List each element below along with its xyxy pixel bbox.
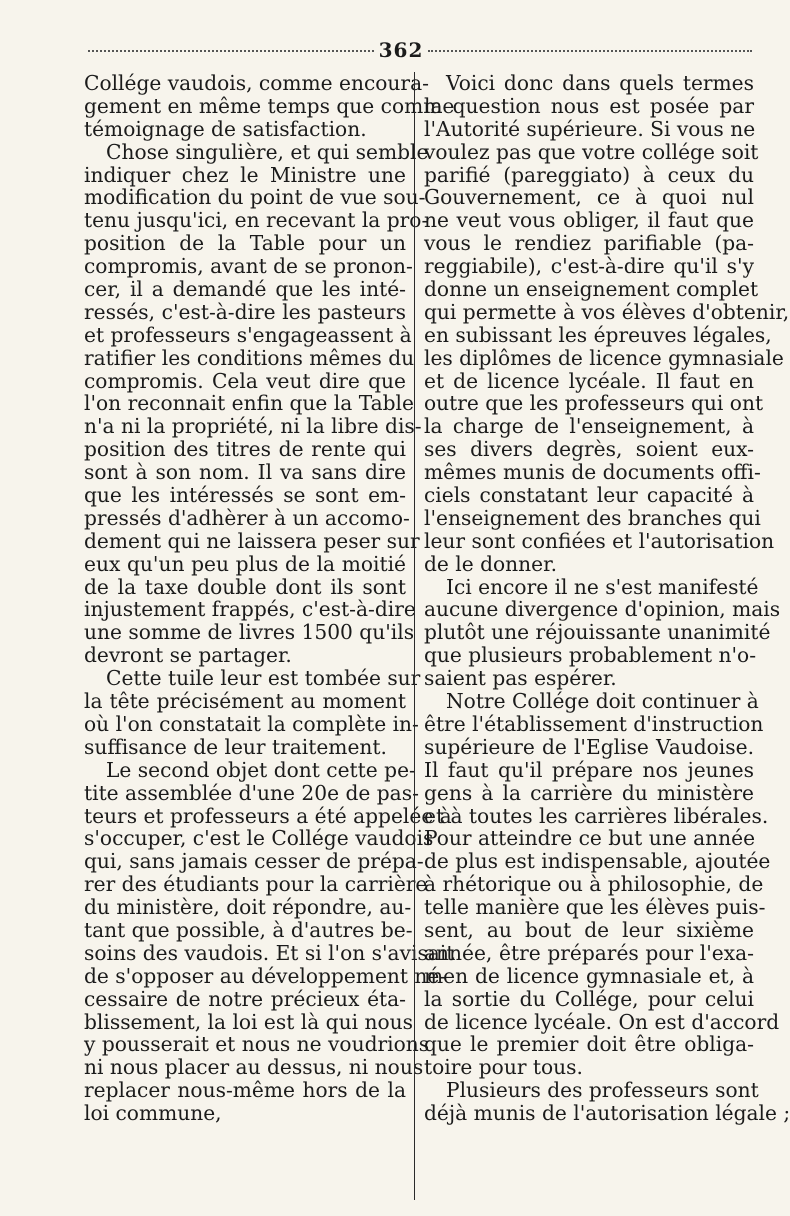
text-line: de plus est indispensable, ajoutée <box>424 849 771 874</box>
text-line: de s'opposer au développement né- <box>84 963 447 988</box>
text-line: voulez pas que votre collége soit <box>424 139 759 164</box>
text-line: de licence lycéale. On est d'accord <box>424 1009 780 1034</box>
text-line: tite assemblée d'une 20e de pas- <box>84 780 419 805</box>
text-line: à rhétorique ou à philosophie, de <box>424 872 764 897</box>
text-line: replacer nous-même hors de la <box>84 1078 406 1103</box>
left-text-column <box>84 71 455 1126</box>
text-line: la question nous est posée par <box>424 93 754 118</box>
text-line: de la taxe double dont ils sont <box>84 574 406 599</box>
text-line: qui permette à vos élèves d'obtenir, <box>424 299 790 324</box>
text-line: dement qui ne laissera peser sur <box>84 528 420 553</box>
text-line: compromis. Cela veut dire que <box>84 368 406 393</box>
text-line: une somme de livres 1500 qu'ils <box>84 620 415 645</box>
text-line: Voici donc dans quels termes <box>446 71 754 95</box>
text-line: Ici encore il ne s'est manifesté <box>446 574 759 599</box>
text-line: l'on reconnait enfin que la Table <box>84 391 414 416</box>
text-line: ni nous placer au dessus, ni nous <box>84 1055 424 1080</box>
text-line: gement en même temps que comme <box>84 93 455 118</box>
text-line: Collége vaudois, comme encoura- <box>84 71 429 95</box>
text-line: donne un enseignement complet <box>424 277 759 302</box>
text-line: blissement, la loi est là qui nous <box>84 1009 413 1034</box>
text-line: les diplômes de licence gymnasiale <box>424 345 784 370</box>
text-line: du ministère, doit répondre, au- <box>84 895 412 920</box>
text-line: parifié (pareggiato) à ceux du <box>424 162 754 187</box>
text-line: sont à son nom. Il va sans dire <box>84 460 406 485</box>
text-line: témoignage de satisfaction. <box>84 116 367 141</box>
text-line: reggiabile), c'est-à-dire qu'il s'y <box>424 254 754 279</box>
text-line: n'a ni la propriété, ni la libre dis- <box>84 414 422 439</box>
header-rule-right <box>428 50 752 52</box>
text-line: Chose singulière, et qui semble <box>106 139 429 164</box>
text-line: cer, il a demandé que les inté- <box>84 277 406 302</box>
text-line: en subissant les épreuves légales, <box>424 322 772 347</box>
text-line: la charge de l'enseignement, à <box>424 414 754 439</box>
text-line: telle manière que les élèves puis- <box>424 895 766 920</box>
text-line: Plusieurs des professeurs sont <box>446 1078 759 1103</box>
text-line: où l'on constatait la complète in- <box>84 711 419 736</box>
text-line: position des titres de rente qui <box>84 437 406 462</box>
header-rule-left <box>88 50 374 52</box>
text-line: et à toutes les carrières libérales. <box>424 803 769 828</box>
text-line: gens à la carrière du ministère <box>424 780 754 805</box>
text-line: indiquer chez le Ministre une <box>84 162 406 187</box>
text-line: mêmes munis de documents offi- <box>424 460 761 485</box>
page-number: 362 <box>378 38 424 62</box>
text-line: que les intéressés se sont em- <box>84 483 406 508</box>
text-line: déjà munis de l'autorisation légale ; <box>424 1101 790 1126</box>
right-text-column <box>424 71 790 1126</box>
text-line: supérieure de l'Eglise Vaudoise. <box>424 734 754 759</box>
text-line: compromis, avant de se pronon- <box>84 254 413 279</box>
text-line: aucune divergence d'opinion, mais <box>424 597 781 622</box>
text-line: cessaire de notre précieux éta- <box>84 986 406 1011</box>
text-line: l'enseignement des branches qui <box>424 505 761 530</box>
text-line: toire pour tous. <box>424 1055 583 1080</box>
text-line: ciels constatant leur capacité à <box>424 483 754 508</box>
text-line: pressés d'adhèrer à un accomo- <box>84 505 410 530</box>
text-line: être l'établissement d'instruction <box>424 711 764 736</box>
text-line: Cette tuile leur est tombée sur <box>106 666 421 691</box>
text-line: modification du point de vue sou- <box>84 185 426 210</box>
text-line: ses divers degrès, soient eux- <box>424 437 754 462</box>
text-line: y pousserait et nous ne voudrions <box>84 1032 430 1057</box>
text-line: vous le rendiez parifiable (pa- <box>424 231 754 256</box>
column-divider <box>414 72 415 1200</box>
text-line: injustement frappés, c'est-à-dire <box>84 597 416 622</box>
text-line: devront se partager. <box>84 643 292 668</box>
text-line: Le second objet dont cette pe- <box>106 757 416 782</box>
text-line: eux qu'un peu plus de la moitié <box>84 551 406 576</box>
text-line: plutôt une réjouissante unanimité <box>424 620 771 645</box>
text-line: position de la Table pour un <box>84 231 406 256</box>
text-line: sent, au bout de leur sixième <box>424 917 754 942</box>
text-line: la sortie du Collége, pour celui <box>424 986 754 1011</box>
text-line: outre que les professeurs qui ont <box>424 391 764 416</box>
text-line: s'occuper, c'est le Collége vaudois <box>84 826 434 851</box>
text-line: qui, sans jamais cesser de prépa- <box>84 849 424 874</box>
text-line: que le premier doit être obliga- <box>424 1032 754 1057</box>
text-line: rer des étudiants pour la carrière <box>84 872 428 897</box>
text-line: ressés, c'est-à-dire les pasteurs <box>84 299 406 324</box>
text-line: la tête précisément au moment <box>84 689 406 714</box>
text-line: loi commune, <box>84 1101 222 1126</box>
page-header <box>88 38 752 64</box>
text-line: tenu jusqu'ici, en recevant la pro- <box>84 208 429 233</box>
text-line: et de licence lycéale. Il faut en <box>424 368 754 393</box>
text-line: tant que possible, à d'autres be- <box>84 917 413 942</box>
text-line: saient pas espérer. <box>424 666 617 691</box>
text-line: Gouvernement, ce à quoi nul <box>424 185 754 210</box>
text-line: de le donner. <box>424 551 557 576</box>
text-line: leur sont confiées et l'autorisation <box>424 528 775 553</box>
text-line: que plusieurs probablement n'o- <box>424 643 757 668</box>
text-line: ratifier les conditions mêmes du <box>84 345 415 370</box>
text-line: suffisance de leur traitement. <box>84 734 387 759</box>
text-line: année, être préparés pour l'exa- <box>424 940 754 965</box>
text-line: teurs et professeurs a été appelée à <box>84 803 452 828</box>
text-line: l'Autorité supérieure. Si vous ne <box>424 116 756 141</box>
text-line: Il faut qu'il prépare nos jeunes <box>424 757 754 782</box>
text-line: Notre Collége doit continuer à <box>446 689 759 714</box>
text-line: et professeurs s'engageassent à <box>84 322 412 347</box>
text-line: Pour atteindre ce but une année <box>424 826 756 851</box>
text-line: ne veut vous obliger, il faut que <box>424 208 754 233</box>
text-line: men de licence gymnasiale et, à <box>424 963 754 988</box>
text-line: soins des vaudois. Et si l'on s'avisait <box>84 940 455 965</box>
